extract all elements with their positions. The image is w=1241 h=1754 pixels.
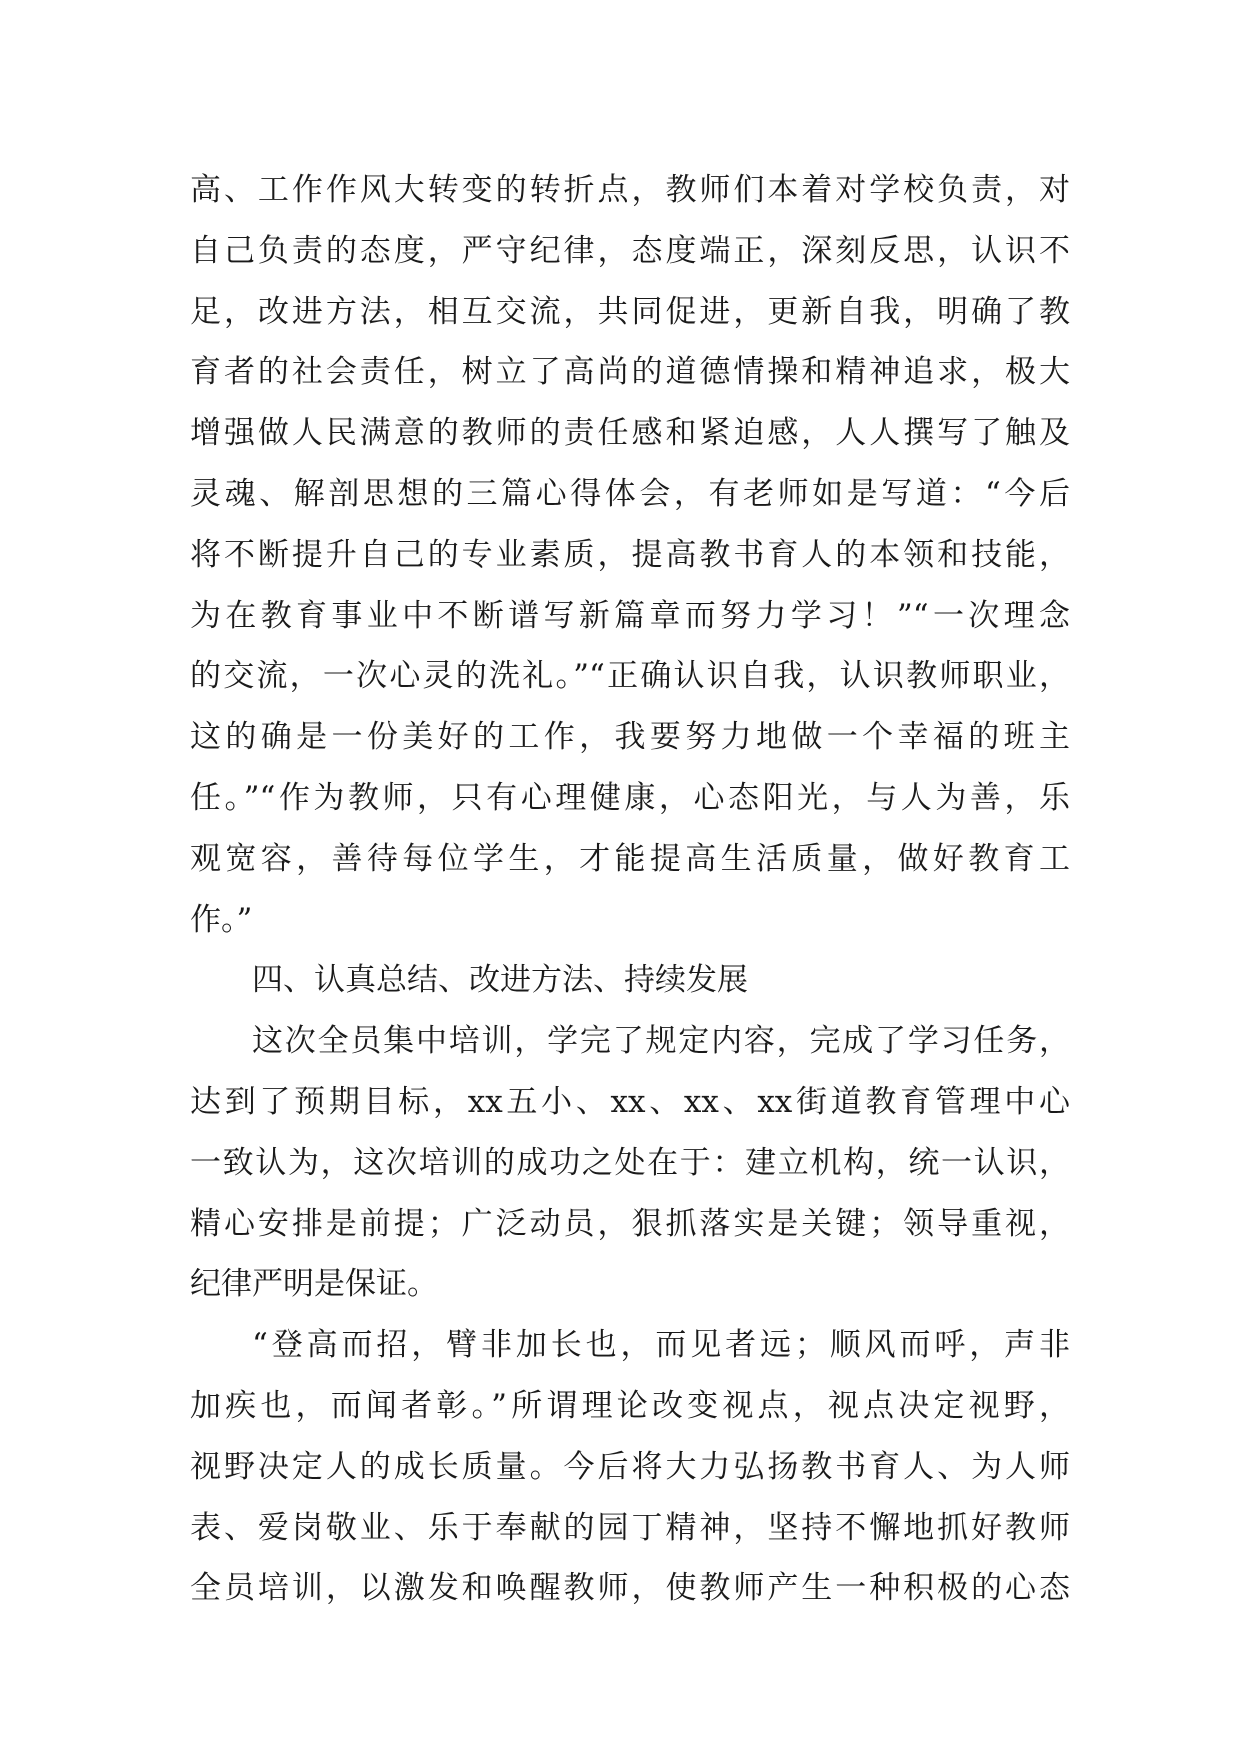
text-line: 为在教育事业中不断谱写新篇章而努力学习！”“一次理念	[190, 597, 1070, 634]
text-line: 将不断提升自己的专业素质，提高教书育人的本领和技能，	[190, 536, 1070, 573]
text-line: 高、工作作风大转变的转折点，教师们本着对学校负责，对	[190, 172, 1070, 208]
heading-text: 四、认真总结、改进方法、持续发展	[252, 962, 748, 999]
text-line: 观宽容，善待每位学生，才能提高生活质量，做好教育工	[190, 840, 1070, 877]
text-line: 自己负责的态度，严守纪律，态度端正，深刻反思，认识不	[190, 232, 1070, 269]
document-body	[190, 160, 1070, 1619]
text-line: 达到了预期目标，xx五小、xx、xx、xx街道教育管理中心	[190, 1083, 1070, 1120]
text-line: 灵魂、解剖思想的三篇心得体会，有老师如是写道：“今后	[190, 475, 1070, 512]
text-line: 增强做人民满意的教师的责任感和紧迫感，人人撰写了触及	[190, 415, 1070, 452]
paragraph	[190, 160, 1070, 950]
text-line: 纪律严明是保证。	[190, 1266, 438, 1303]
section-heading	[190, 950, 1070, 1011]
text-line: 加疾也，而闻者彰。”所谓理论改变视点，视点决定视野，	[190, 1387, 1070, 1424]
text-line: 育者的社会责任，树立了高尚的道德情操和精神追求，极大	[190, 354, 1070, 391]
text-line: 任。”“作为教师，只有心理健康，心态阳光，与人为善，乐	[190, 779, 1070, 816]
text-line: 的交流，一次心灵的洗礼。”“正确认识自我，认识教师职业，	[190, 658, 1070, 695]
text-line: 一致认为，这次培训的成功之处在于：建立机构，统一认识，	[190, 1144, 1070, 1181]
paragraph	[190, 1315, 1070, 1619]
text-line: 精心安排是前提；广泛动员，狠抓落实是关键；领导重视，	[190, 1205, 1070, 1242]
text-line: “登高而招，臂非加长也，而见者远；顺风而呼，声非	[252, 1327, 1070, 1364]
text-line: 全员培训，以激发和唤醒教师，使教师产生一种积极的心态	[190, 1570, 1070, 1607]
text-line: 表、爱岗敬业、乐于奉献的园丁精神，坚持不懈地抓好教师	[190, 1509, 1070, 1546]
text-line: 这次全员集中培训，学完了规定内容，完成了学习任务，	[252, 1023, 1070, 1060]
text-line: 作。”	[190, 901, 253, 938]
text-line: 视野决定人的成长质量。今后将大力弘扬教书育人、为人师	[190, 1448, 1070, 1485]
paragraph	[190, 1011, 1070, 1315]
text-line: 足，改进方法，相互交流，共同促进，更新自我，明确了教	[190, 293, 1070, 330]
text-line: 这的确是一份美好的工作，我要努力地做一个幸福的班主	[190, 719, 1070, 756]
